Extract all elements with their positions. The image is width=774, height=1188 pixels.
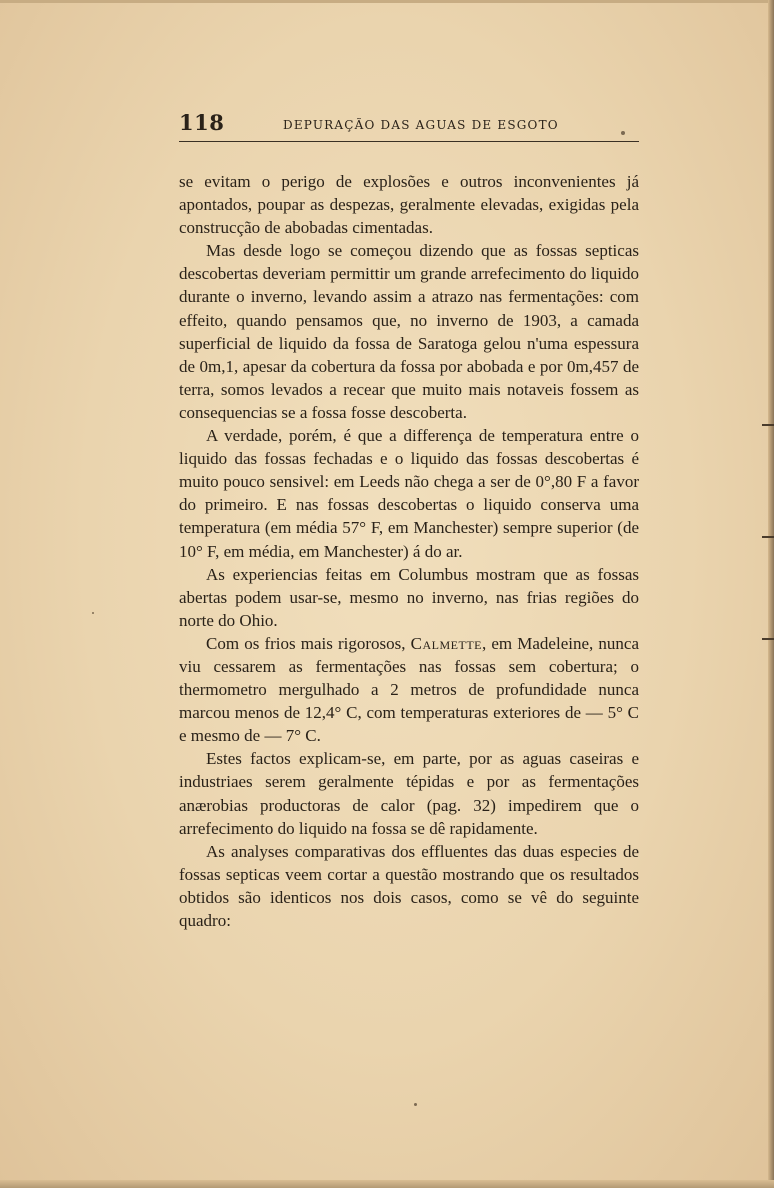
page-top-edge [0, 0, 774, 3]
page-bottom-edge [0, 1180, 774, 1188]
page-header [179, 108, 639, 142]
paragraph-text: , em Madeleine, nunca viu cessarem as fermentações nas fossas sem cobertura; o thermometro mergulhado a 2 metros de profundidade nunca marcou menos de 12,4° C, com temperaturas exteriores de — 5° C e mesmo de — 7° C. [179, 633, 639, 746]
author-name: Calmette [410, 633, 482, 653]
margin-tick [762, 424, 774, 426]
margin-tick [762, 536, 774, 538]
paragraph-text: Com os frios mais rigorosos, [206, 633, 411, 653]
paper-speck [92, 612, 94, 614]
paper-speck [621, 131, 625, 135]
page-right-edge [768, 0, 774, 1188]
running-title: DEPURAÇÃO DAS AGUAS DE ESGOTO [283, 118, 559, 132]
margin-tick [762, 638, 774, 640]
paragraph: As analyses comparativas dos effluentes das duas especies de fossas septicas veem cortar a questão mostrando que os resultados obtidos são identicos nos dois casos, como se vê do seguinte quadro: [179, 841, 639, 930]
paper-speck [414, 1103, 417, 1106]
paragraph [179, 632, 639, 747]
body-text [179, 170, 639, 932]
paragraph: A verdade, porém, é que a differença de temperatura entre o liquido das fossas fechadas e o liquido das fossas descobertas é muito pouco sensivel: em Leeds não chega a ser de 0°,80 F a favor do primeiro. E nas fossas descobertas o liquido conserva uma temperatura (em média 57° F, em Manchester) sempre superior (de 10° F, em média, em Manchester) á do ar. [179, 426, 639, 561]
paragraph: Estes factos explicam-se, em parte, por as aguas caseiras e industriaes serem geralmente tépidas e por as fermentações anærobias productoras de calor (pag. 32) impedirem que o arrefecimento do liquido na fossa se dê rapidamente. [179, 749, 639, 838]
paragraph: Mas desde logo se começou dizendo que as fossas septicas descobertas deveriam permittir um grande arrefecimento do liquido durante o inverno, levando assim a atrazo nas fermentações: com effeito, quando pensamos que, no inverno de 1903, a camada superficial de liquido da fossa de Saratoga gelou n'uma espessura de 0m,1, apesar da cobertura da fossa por abobada e por 0m,457 de terra, somos levados a recear que muito mais notaveis fossem as consequencias se a fossa fosse descoberta. [179, 241, 639, 422]
header-rule [179, 141, 639, 142]
page-number: 118 [179, 110, 225, 135]
paragraph: As experiencias feitas em Columbus mostram que as fossas abertas podem usar-se, mesmo no inverno, nas frias regiões do norte do Ohio. [179, 564, 639, 630]
paragraph: se evitam o perigo de explosões e outros inconvenientes já apontados, poupar as despezas, geralmente elevadas, exigidas pela construcção de abobadas cimentadas. [179, 172, 639, 238]
